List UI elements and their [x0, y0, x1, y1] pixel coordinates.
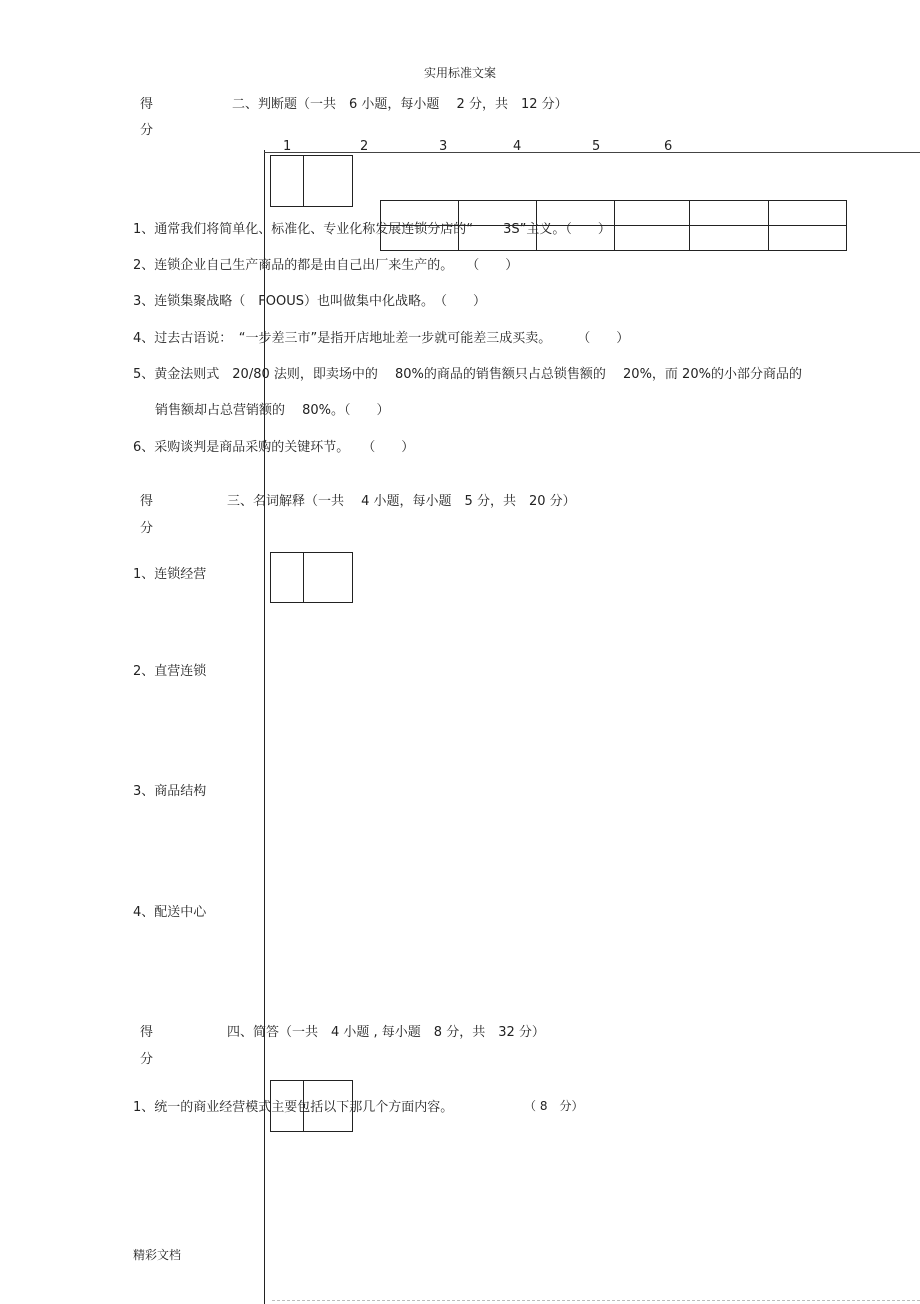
- column-number-1: 1: [283, 139, 292, 154]
- answer-cell[interactable]: [768, 200, 847, 226]
- score-label-s2-2: 分: [140, 123, 154, 138]
- short-answer-1-points: （ 8 分）: [524, 1099, 584, 1113]
- answer-cell[interactable]: [614, 225, 690, 251]
- column-number-2: 2: [360, 139, 369, 154]
- score-label-s4-2: 分: [140, 1052, 154, 1067]
- score-label-s3-2: 分: [140, 521, 154, 536]
- column-number-6: 6: [664, 139, 673, 154]
- margin-line: [264, 150, 265, 1304]
- score-box-s3: [270, 552, 353, 603]
- answer-cell[interactable]: [689, 200, 769, 226]
- page-header: 实用标准文案: [423, 66, 496, 80]
- short-answer-1: 1、统一的商业经营模式主要包括以下那几个方面内容。: [133, 1100, 454, 1115]
- score-label-s2: 得: [140, 97, 154, 112]
- section-title-s2: 二、判断题（一共 6 小题，每小题 2 分，共 12 分）: [232, 97, 568, 112]
- term-3: 3、商品结构: [133, 784, 207, 799]
- question-1: 1、通常我们将简单化、标准化、专业化称发展连锁分店的“ 3S”主义。（ ）: [133, 222, 611, 237]
- bottom-rule: [272, 1300, 920, 1301]
- question-5-cont: 销售额却占总营销额的 80%。（ ）: [155, 403, 390, 418]
- term-1: 1、连锁经营: [133, 567, 207, 582]
- question-6: 6、采购谈判是商品采购的关键环节。 （ ）: [133, 440, 415, 455]
- score-box-s2: [270, 155, 353, 207]
- score-label-s3: 得: [140, 494, 154, 509]
- score-label-s4: 得: [140, 1025, 154, 1040]
- question-5: 5、黄金法则式 20/80 法则，即卖场中的 80%的商品的销售额只占总锁售额的 20%，而 20%的小部分商品的: [133, 367, 802, 382]
- page-footer: 精彩文档: [133, 1248, 182, 1262]
- term-2: 2、直营连锁: [133, 664, 207, 679]
- answer-cell[interactable]: [768, 225, 847, 251]
- term-4: 4、配送中心: [133, 905, 207, 920]
- answer-cell[interactable]: [614, 200, 690, 226]
- section-title-s3: 三、名词解释（一共 4 小题，每小题 5 分，共 20 分）: [227, 494, 576, 509]
- section-title-s4: 四、简答（一共 4 小题 , 每小题 8 分，共 32 分）: [227, 1025, 545, 1040]
- column-number-5: 5: [592, 139, 601, 154]
- question-3: 3、连锁集聚战略（ FOOUS）也叫做集中化战略。 （ ）: [133, 294, 486, 309]
- question-2: 2、连锁企业自己生产商品的都是由自己出厂来生产的。 （ ）: [133, 258, 519, 273]
- answer-cell[interactable]: [689, 225, 769, 251]
- column-number-3: 3: [439, 139, 448, 154]
- question-4: 4、过去古语说： “一步差三市”是指开店地址差一步就可能差三成买卖。 （ ）: [133, 331, 630, 346]
- column-number-4: 4: [513, 139, 522, 154]
